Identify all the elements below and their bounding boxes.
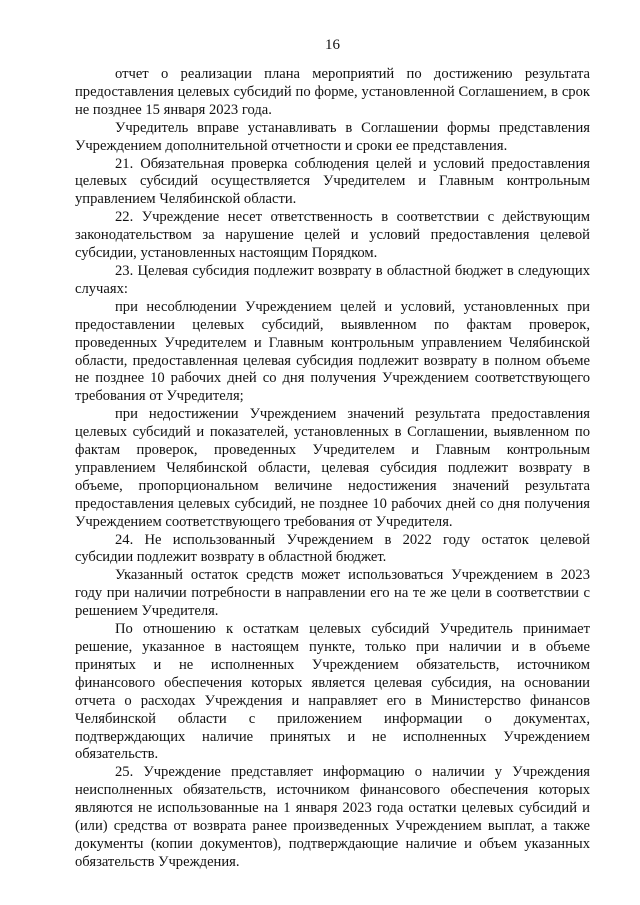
paragraph-report-deadline: отчет о реализации плана мероприятий по достижению результата предоставления целевых субсидий по форме, установленной Соглашением, в срок не позднее 15 января 2023 года.: [75, 66, 590, 118]
paragraph-21-control: 21. Обязательная проверка соблюдения целей и условий предоставления целевых субсидий осуществляется Учредителем и Главным контрольным управлением Челябинской области.: [75, 155, 590, 208]
paragraph-24-unused-balance: 24. Не использованный Учреждением в 2022 году остаток целевой субсидии подлежит возврату в областной бюджет.: [75, 531, 590, 566]
paragraph-additional-reporting: Учредитель вправе устанавливать в Соглашении формы представления Учреждением дополнительной отчетности и сроки ее представления.: [75, 119, 590, 154]
paragraph-balance-usage: Указанный остаток средств может использоваться Учреждением в 2023 году при наличии потребности в направлении его на те же цели в соответствии с решением Учредителя.: [75, 567, 590, 620]
paragraph-22-responsibility: 22. Учреждение несет ответственность в соответствии с действующим законодательством за нарушение целей и условий предоставления целевой субсидии, установленных настоящим Порядком.: [75, 209, 590, 262]
paragraph-case-noncompliance: при несоблюдении Учреждением целей и условий, установленных при предоставлении целевых субсидий, выявленном по фактам проверок, проведенных Учредителем и Главным контрольным управлением Челябинской области, предоставленная целевая субсидия подлежит возврату в полном объеме не позднее 10 рабочих дней со дня получения Учреждением соответствующего требования от Учредителя;: [75, 298, 590, 405]
page-number: 16: [325, 37, 340, 53]
paragraph-balance-decision: По отношению к остаткам целевых субсидий Учредитель принимает решение, указанное в настоящем пункте, только при наличии и в объеме принятых и не исполненных Учреждением обязательств, источником финансового обеспечения которых является целевая субсидия, на основании отчета о расходах Учреждения и направляет его в Министерство финансов Челябинской области с приложением информации о документах, подтверждающих наличие принятых и не исполненных Учреждением обязательств.: [75, 621, 590, 763]
paragraph-case-nonachievement: при недостижении Учреждением значений результата предоставления целевых субсидий и показателей, установленных в Соглашении, выявленном по фактам проверок, проведенных Учредителем и Главным контрольным управлением Челябинской области, целевая субсидия подлежит возврату в объеме, пропорциональном величине недостижения значений результата предоставления целевых субсидий, не позднее 10 рабочих дней со дня получения Учреждением соответствующего требования от Учредителя.: [75, 406, 590, 530]
paragraph-23-return-cases: 23. Целевая субсидия подлежит возврату в областной бюджет в следующих случаях:: [75, 262, 590, 297]
paragraph-25-obligations-info: 25. Учреждение представляет информацию о наличии у Учреждения неисполненных обязательств, источником финансового обеспечения которых являются не использованные на 1 января 2023 года остатки целевых субсидий и (или) средства от возврата ранее произведенных Учреждением выплат, а также документы (копии документов), подтверждающие наличие и объем указанных обязательств Учреждения.: [75, 764, 590, 870]
